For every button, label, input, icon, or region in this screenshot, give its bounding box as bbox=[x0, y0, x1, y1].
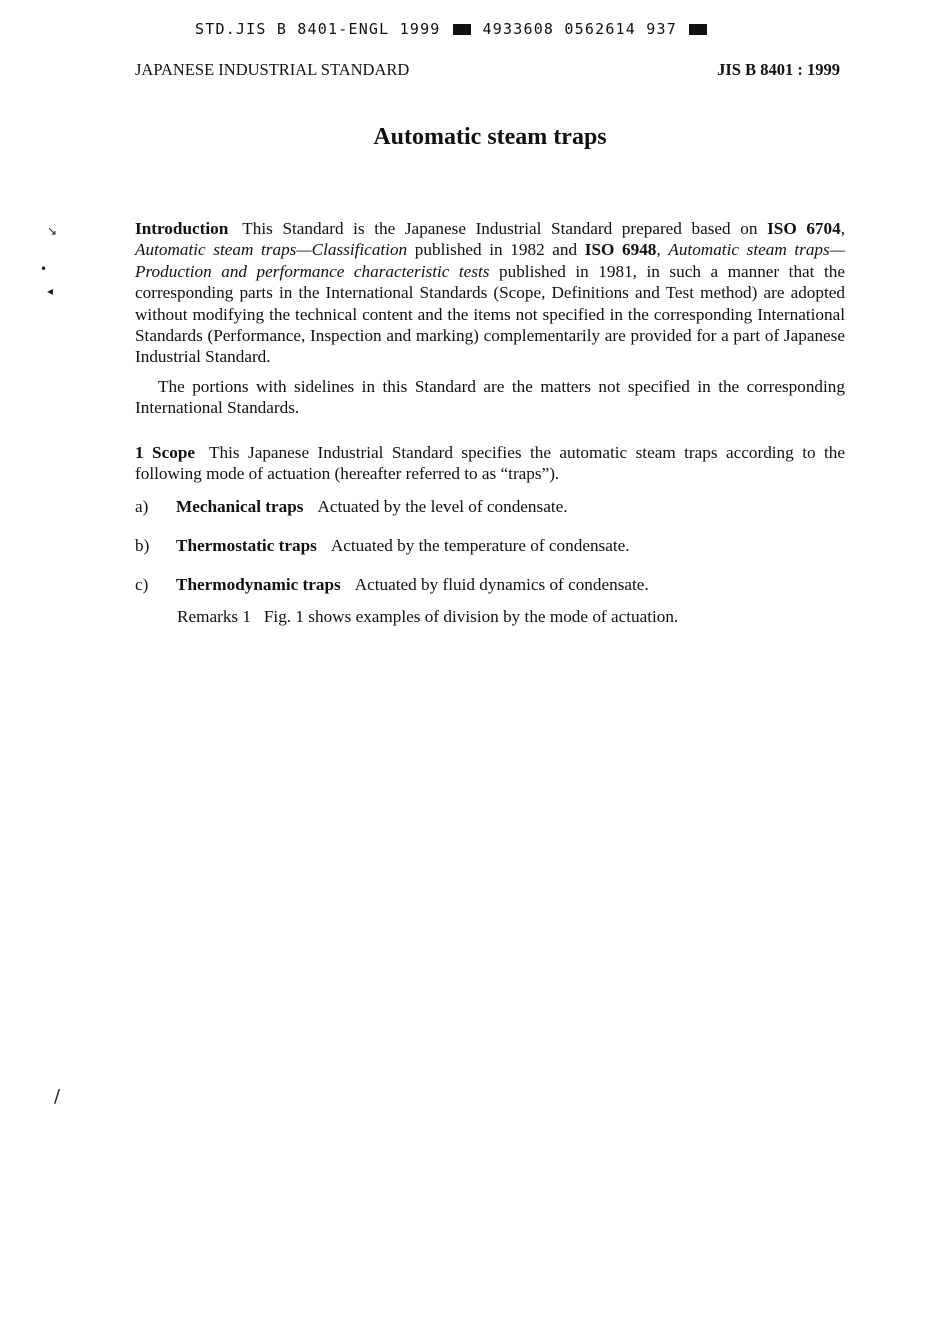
header-left: JAPANESE INDUSTRIAL STANDARD bbox=[135, 60, 410, 79]
list-marker: c) bbox=[135, 575, 149, 595]
iso-title: Automatic steam traps—Production and performance characteristic tests bbox=[135, 240, 845, 281]
redaction-bar bbox=[689, 24, 707, 35]
redaction-bar bbox=[453, 24, 471, 35]
document-body bbox=[135, 218, 845, 628]
iso-title: Automatic steam traps—Classification bbox=[135, 240, 408, 260]
list-item bbox=[135, 574, 845, 595]
trap-type-list bbox=[135, 496, 845, 595]
scan-header-middle: 4933608 0562614 937 bbox=[482, 20, 677, 38]
list-item bbox=[135, 496, 845, 517]
list-description: Actuated by the temperature of condensate. bbox=[330, 536, 630, 556]
introduction-heading: Introduction bbox=[135, 219, 229, 238]
list-item bbox=[135, 535, 845, 556]
list-marker: b) bbox=[135, 536, 150, 556]
sideline-note: The portions with sidelines in this Standard are the matters not specified in the corresponding International Standards. bbox=[135, 376, 845, 418]
remarks: Remarks 1 Fig. 1 shows examples of division by the mode of actuation. bbox=[177, 607, 679, 627]
list-description: Actuated by fluid dynamics of condensate. bbox=[354, 575, 649, 595]
list-description: Actuated by the level of condensate. bbox=[317, 497, 568, 517]
list-term: Thermodynamic traps bbox=[176, 575, 341, 595]
scan-header-left: STD.JIS B 8401-ENGL 1999 bbox=[195, 20, 441, 38]
scope-text: This Japanese Industrial Standard specifies the automatic steam traps according to the following mode of actuation (hereafter referred to as “traps”). bbox=[135, 442, 845, 484]
section-number: 1 bbox=[135, 442, 144, 462]
scan-header bbox=[195, 20, 719, 38]
page-header bbox=[135, 60, 840, 80]
page-title: Automatic steam traps bbox=[373, 124, 607, 150]
standard-id: JIS B 8401 : 1999 bbox=[717, 60, 840, 79]
scan-speck: ↘ bbox=[47, 224, 58, 238]
scan-speck: ◂ bbox=[47, 284, 54, 298]
scope-paragraph bbox=[135, 442, 845, 485]
list-marker: a) bbox=[135, 497, 149, 517]
list-term: Mechanical traps bbox=[176, 497, 304, 517]
list-term: Thermostatic traps bbox=[176, 536, 317, 556]
scan-speck: • bbox=[40, 262, 48, 276]
iso-ref: ISO 6704 bbox=[767, 219, 841, 238]
section-heading: Scope bbox=[152, 442, 196, 462]
scan-speck: / bbox=[54, 1086, 61, 1107]
introduction-paragraph: Introduction This Standard is the Japanese Industrial Standard prepared based on ISO 6704, Automatic steam traps—Classification published in 1982 and ISO 6948, Automatic steam traps—Production and performance characteristic tests published in 1981, in such a manner that the corresponding parts in the International Standards (Scope, Definitions and Test method) are adopted without modifying the technical content and the items not specified in the corresponding International Standards (Performance, Inspection and marking) complementarily are provided for a part of Japanese Industrial Standard. bbox=[135, 219, 845, 367]
iso-ref: ISO 6948 bbox=[584, 240, 657, 260]
